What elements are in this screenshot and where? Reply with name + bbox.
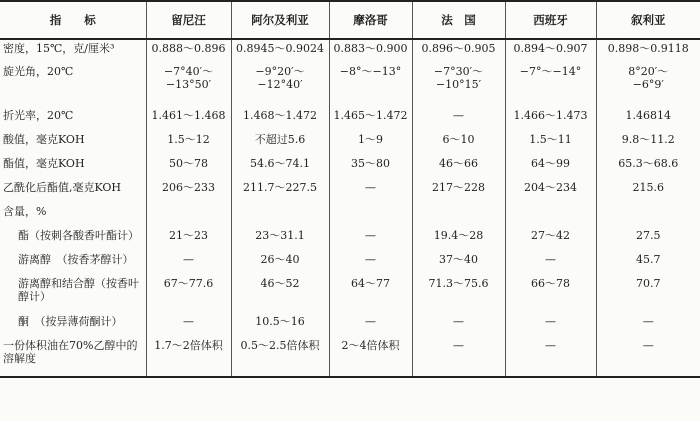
- row-label: 酯（按刺各酸香叶酯计）: [18, 229, 139, 242]
- table-cell: −9°20′～ −12°40′: [231, 63, 329, 107]
- table-cell: −7°30′～ −10°15′: [412, 63, 505, 107]
- row-label: 含量，%: [3, 205, 47, 218]
- row-label: 乙酰化后酯值,毫克KOH: [3, 181, 122, 194]
- table-cell: 50～78: [146, 155, 231, 179]
- table-cell: 70.7: [596, 275, 700, 313]
- row-label: 游离醇和结合醇（按香叶醇计）: [18, 277, 139, 303]
- table-cell: [329, 203, 412, 227]
- table-cell: 1.46814: [596, 107, 700, 131]
- table-cell: —: [505, 337, 596, 377]
- table-cell: 1～9: [329, 131, 412, 155]
- table-cell: —: [146, 251, 231, 275]
- table-cell: 45.7: [596, 251, 700, 275]
- row-label: 旋光角，20℃: [3, 65, 74, 78]
- table-cell: 0.8945～0.9024: [231, 39, 329, 63]
- table-cell: 0.898～0.9118: [596, 39, 700, 63]
- header-algeria: 阿尔及利亚: [231, 1, 329, 39]
- table-cell: 1.466～1.473: [505, 107, 596, 131]
- table-cell: —: [596, 313, 700, 337]
- table-cell: —: [505, 251, 596, 275]
- table-cell: 8°20′～ −6°9′: [596, 63, 700, 107]
- table-cell: 71.3～75.6: [412, 275, 505, 313]
- table-cell: 1.5～12: [146, 131, 231, 155]
- table-cell: [146, 203, 231, 227]
- table-cell: —: [596, 337, 700, 377]
- table-cell: 0.888～0.896: [146, 39, 231, 63]
- table-cell: 1.461～1.468: [146, 107, 231, 131]
- row-label: 一份体积油在70%乙醇中的溶解度: [0, 337, 146, 377]
- table-cell: 6～10: [412, 131, 505, 155]
- table-cell: —: [505, 313, 596, 337]
- table-cell: 1.5～11: [505, 131, 596, 155]
- table-cell: —: [329, 227, 412, 251]
- row-label: 密度，15℃，克/厘米³: [3, 42, 115, 55]
- table-row: [0, 155, 700, 179]
- table-cell: 1.468～1.472: [231, 107, 329, 131]
- table-row: [0, 313, 700, 337]
- header-reunion: 留尼汪: [146, 1, 231, 39]
- table-cell: 37～40: [412, 251, 505, 275]
- table-cell: 211.7～227.5: [231, 179, 329, 203]
- header-morocco: 摩洛哥: [329, 1, 412, 39]
- table-row: [0, 39, 700, 63]
- table-cell: —: [412, 313, 505, 337]
- table-row: [0, 203, 700, 227]
- row-label: 酮 （按异薄荷酮计）: [18, 315, 123, 328]
- table-cell: 10.5～16: [231, 313, 329, 337]
- table-cell: 27～42: [505, 227, 596, 251]
- table-row: [0, 63, 700, 107]
- table-cell: 1.7～2倍体积: [146, 337, 231, 377]
- row-label: 游离醇 （按香茅醇计）: [18, 253, 134, 266]
- table-cell: 54.6～74.1: [231, 155, 329, 179]
- table-cell: −7°～−14°: [505, 63, 596, 107]
- table-cell: 65.3～68.6: [596, 155, 700, 179]
- table-cell: 23～31.1: [231, 227, 329, 251]
- header-france: 法 国: [412, 1, 505, 39]
- table-cell: [412, 203, 505, 227]
- table-cell: 27.5: [596, 227, 700, 251]
- table-cell: —: [146, 313, 231, 337]
- table-cell: —: [412, 337, 505, 377]
- header-spain: 西班牙: [505, 1, 596, 39]
- table-cell: −8°～−13°: [329, 63, 412, 107]
- table-row: [0, 107, 700, 131]
- table-cell: [596, 203, 700, 227]
- table-cell: 0.5～2.5倍体积: [231, 337, 329, 377]
- table-cell: −7°40′～ −13°50′: [146, 63, 231, 107]
- table-cell: 206～233: [146, 179, 231, 203]
- table-cell: 不超过5.6: [231, 131, 329, 155]
- table-row: [0, 179, 700, 203]
- header-indicator: 指 标: [0, 1, 146, 39]
- table-cell: 19.4～28: [412, 227, 505, 251]
- table-cell: 0.894～0.907: [505, 39, 596, 63]
- table-cell: 0.883～0.900: [329, 39, 412, 63]
- table-cell: [231, 203, 329, 227]
- table-row: [0, 131, 700, 155]
- table-cell: 67～77.6: [146, 275, 231, 313]
- table-cell: 1.465～1.472: [329, 107, 412, 131]
- table-cell: —: [329, 179, 412, 203]
- table-row: [0, 227, 700, 251]
- table-cell: —: [412, 107, 505, 131]
- table-cell: 46～52: [231, 275, 329, 313]
- table-cell: 64～99: [505, 155, 596, 179]
- table-cell: 64～77: [329, 275, 412, 313]
- table-cell: 66～78: [505, 275, 596, 313]
- table-row: [0, 251, 700, 275]
- table-cell: 0.896～0.905: [412, 39, 505, 63]
- table-cell: 2～4倍体积: [329, 337, 412, 377]
- table-cell: 35～80: [329, 155, 412, 179]
- table-cell: 21～23: [146, 227, 231, 251]
- table-row: [0, 275, 700, 313]
- row-label: 酸值，毫克KOH: [3, 133, 85, 146]
- table-cell: 217～228: [412, 179, 505, 203]
- table-cell: 215.6: [596, 179, 700, 203]
- row-label: 酯值，毫克KOH: [3, 157, 85, 170]
- table-cell: 204～234: [505, 179, 596, 203]
- table-cell: 9.8～11.2: [596, 131, 700, 155]
- row-label: 折光率，20℃: [3, 109, 74, 122]
- table-cell: 26～40: [231, 251, 329, 275]
- table-cell: [505, 203, 596, 227]
- table-cell: —: [329, 313, 412, 337]
- table-row: [0, 337, 700, 377]
- table-cell: —: [329, 251, 412, 275]
- table-cell: 46～66: [412, 155, 505, 179]
- table-header-row: [0, 1, 700, 39]
- header-syria: 叙利亚: [596, 1, 700, 39]
